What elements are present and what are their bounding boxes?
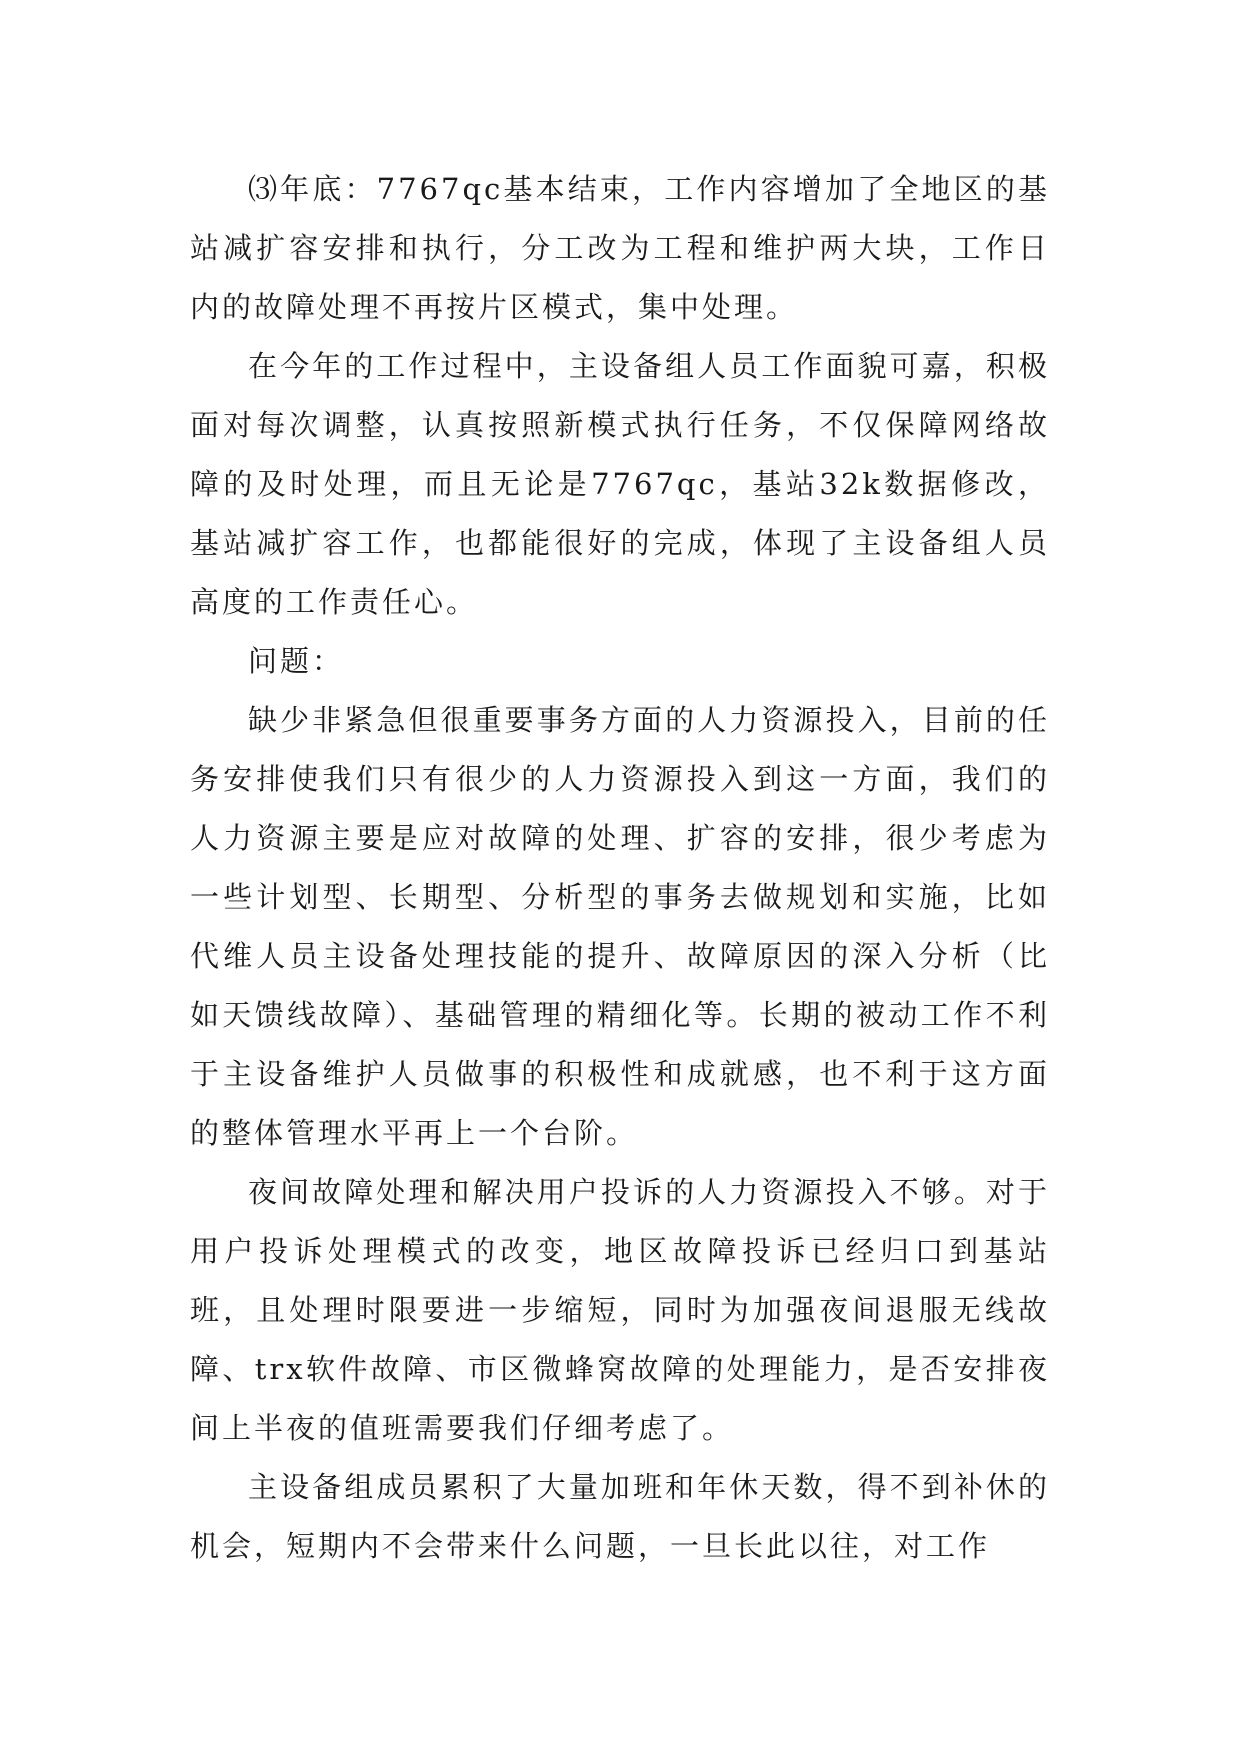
paragraph-problems-heading: 问题：: [248, 644, 345, 678]
paragraph-problem-resources: 缺少非紧急但很重要事务方面的人力资源投入，目前的任务安排使我们只有很少的人力资源投入到这一方面，我们的人力资源主要是应对故障的处理、扩容的安排，很少考虑为一些计划型、长期型、分析型的事务去做规划和实施，比如代维人员主设备处理技能的提升、故障原因的深入分析（比如天馈线故障）、基础管理的精细化等。长期的被动工作不利于主设备维护人员做事的积极性和成就感，也不利于这方面的整体管理水平再上一个台阶。: [190, 703, 1050, 1150]
paragraph-problem-overtime: 主设备组成员累积了大量加班和年休天数，得不到补休的机会，短期内不会带来什么问题，一旦长此以往，对工作: [190, 1470, 1050, 1563]
paragraph-year-end: ⑶年底：7767qc基本结束，工作内容增加了全地区的基站减扩容安排和执行，分工改为工程和维护两大块，工作日内的故障处理不再按片区模式，集中处理。: [190, 172, 1050, 324]
paragraph-problem-night-shift: 夜间故障处理和解决用户投诉的人力资源投入不够。对于用户投诉处理模式的改变，地区故障投诉已经归口到基站班，且处理时限要进一步缩短，同时为加强夜间退服无线故障、trx软件故障、市区微蜂窝故障的处理能力，是否安排夜间上半夜的值班需要我们仔细考虑了。: [190, 1175, 1050, 1445]
paragraph-work-review: 在今年的工作过程中，主设备组人员工作面貌可嘉，积极面对每次调整，认真按照新模式执行任务，不仅保障网络故障的及时处理，而且无论是7767qc，基站32k数据修改，基站减扩容工作，也都能很好的完成，体现了主设备组人员高度的工作责任心。: [190, 349, 1050, 619]
document-body: [190, 160, 1050, 1576]
